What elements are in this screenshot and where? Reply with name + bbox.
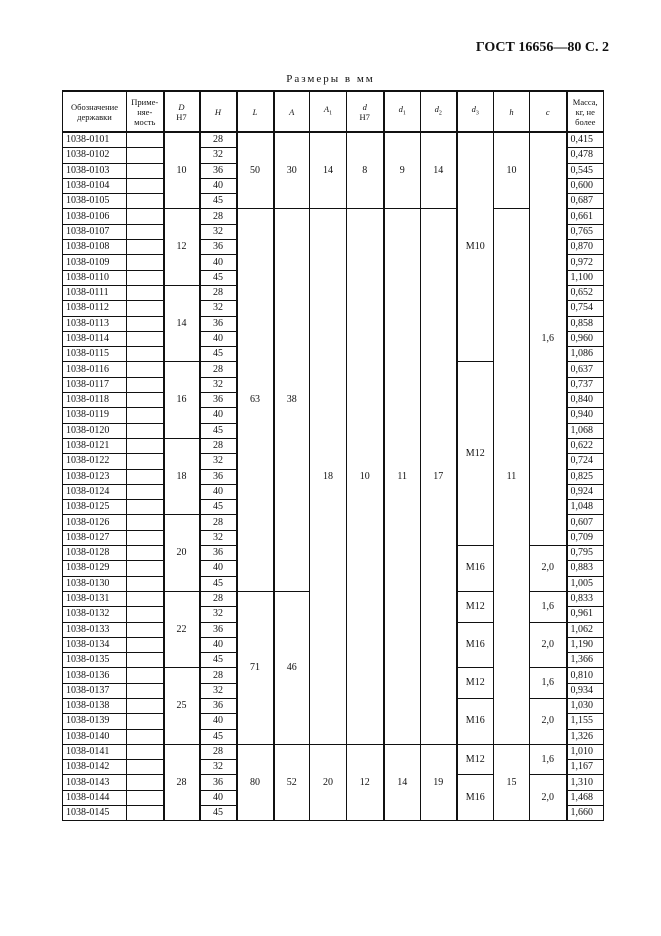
cell-usage xyxy=(127,408,164,423)
header-c xyxy=(530,91,567,132)
header-H-label: H xyxy=(214,106,222,117)
cell-usage xyxy=(127,653,164,668)
cell-usage xyxy=(127,760,164,775)
header-h xyxy=(494,91,530,132)
cell-mass: 0,934 xyxy=(567,683,604,698)
cell-d3: M12 xyxy=(457,668,494,699)
cell-h: 32 xyxy=(200,377,237,392)
cell-h: 36 xyxy=(200,240,237,255)
cell-code: 1038-0105 xyxy=(63,194,127,209)
header-d1-sub: 1 xyxy=(402,110,406,117)
cell-mass: 0,661 xyxy=(567,209,604,224)
cell-mass: 0,709 xyxy=(567,530,604,545)
cell-h: 28 xyxy=(200,438,237,453)
cell-code: 1038-0108 xyxy=(63,240,127,255)
cell-code: 1038-0117 xyxy=(63,377,127,392)
cell-mass: 0,724 xyxy=(567,454,604,469)
cell-d: 25 xyxy=(164,668,200,744)
header-A1-label: A xyxy=(323,104,330,115)
cell-code: 1038-0101 xyxy=(63,132,127,148)
cell-h: 32 xyxy=(200,683,237,698)
cell-mass: 1,030 xyxy=(567,698,604,713)
cell-h: 36 xyxy=(200,469,237,484)
cell-code: 1038-0124 xyxy=(63,484,127,499)
cell-code: 1038-0134 xyxy=(63,637,127,652)
cell-mass: 1,310 xyxy=(567,775,604,790)
cell-d3: M16 xyxy=(457,546,494,592)
cell-usage xyxy=(127,744,164,759)
cell-usage xyxy=(127,347,164,362)
cell-usage xyxy=(127,331,164,346)
cell-d3: M16 xyxy=(457,622,494,668)
header-L-label: L xyxy=(252,106,258,117)
cell-usage xyxy=(127,301,164,316)
cell-usage xyxy=(127,316,164,331)
cell-h: 36 xyxy=(200,546,237,561)
cell-code: 1038-0120 xyxy=(63,423,127,438)
cell-h: 40 xyxy=(200,255,237,270)
header-d2 xyxy=(421,91,457,132)
cell-h: 32 xyxy=(200,224,237,239)
header-d-tolerance: H7 xyxy=(359,111,370,122)
cell-h: 45 xyxy=(200,729,237,744)
cell-h: 45 xyxy=(200,194,237,209)
cell-mass: 0,415 xyxy=(567,132,604,148)
cell-mass: 1,366 xyxy=(567,653,604,668)
cell-usage xyxy=(127,683,164,698)
cell-code: 1038-0136 xyxy=(63,668,127,683)
header-D-tolerance: H7 xyxy=(176,111,187,122)
cell-code: 1038-0137 xyxy=(63,683,127,698)
cell-h: 28 xyxy=(200,744,237,759)
cell-d2: 17 xyxy=(421,209,457,744)
cell-l: 80 xyxy=(237,744,274,820)
cell-h: 11 xyxy=(494,209,530,744)
cell-usage xyxy=(127,576,164,591)
cell-mass: 0,478 xyxy=(567,148,604,163)
cell-h: 36 xyxy=(200,316,237,331)
cell-code: 1038-0143 xyxy=(63,775,127,790)
cell-code: 1038-0103 xyxy=(63,163,127,178)
cell-mass: 1,086 xyxy=(567,347,604,362)
cell-mass: 0,795 xyxy=(567,546,604,561)
cell-mass: 0,622 xyxy=(567,438,604,453)
header-usage: Приме-няе-мость xyxy=(127,91,164,132)
cell-usage xyxy=(127,729,164,744)
cell-mass: 1,068 xyxy=(567,423,604,438)
cell-code: 1038-0106 xyxy=(63,209,127,224)
cell-mass: 0,754 xyxy=(567,301,604,316)
cell-usage xyxy=(127,484,164,499)
cell-a1: 14 xyxy=(310,132,347,209)
cell-a: 30 xyxy=(274,132,310,209)
cell-h: 32 xyxy=(200,148,237,163)
cell-usage xyxy=(127,469,164,484)
cell-a: 52 xyxy=(274,744,310,820)
cell-code: 1038-0140 xyxy=(63,729,127,744)
cell-d: 18 xyxy=(164,438,200,514)
cell-h: 32 xyxy=(200,760,237,775)
cell-usage xyxy=(127,438,164,453)
cell-code: 1038-0116 xyxy=(63,362,127,377)
header-d-label: d xyxy=(362,101,367,112)
cell-h: 36 xyxy=(200,163,237,178)
cell-h: 15 xyxy=(494,744,530,820)
cell-usage xyxy=(127,790,164,805)
cell-mass: 0,960 xyxy=(567,331,604,346)
header-A1-sub: 1 xyxy=(329,110,333,117)
dimensions-table xyxy=(62,90,604,821)
cell-code: 1038-0109 xyxy=(63,255,127,270)
cell-d3: M16 xyxy=(457,698,494,744)
cell-h: 32 xyxy=(200,301,237,316)
cell-mass: 0,961 xyxy=(567,607,604,622)
cell-h: 28 xyxy=(200,132,237,148)
cell-a1: 20 xyxy=(310,744,347,820)
cell-usage xyxy=(127,806,164,821)
cell-mass: 0,940 xyxy=(567,408,604,423)
cell-usage xyxy=(127,775,164,790)
cell-usage xyxy=(127,393,164,408)
cell-usage xyxy=(127,714,164,729)
cell-mass: 1,010 xyxy=(567,744,604,759)
cell-mass: 1,048 xyxy=(567,500,604,515)
cell-h: 40 xyxy=(200,790,237,805)
cell-h: 40 xyxy=(200,331,237,346)
cell-mass: 1,468 xyxy=(567,790,604,805)
header-d2-label: d xyxy=(434,104,439,115)
cell-c: 2,0 xyxy=(530,775,567,821)
cell-code: 1038-0122 xyxy=(63,454,127,469)
cell-h: 45 xyxy=(200,500,237,515)
cell-usage xyxy=(127,561,164,576)
cell-mass: 0,833 xyxy=(567,591,604,606)
header-d3 xyxy=(457,91,494,132)
cell-d: 8 xyxy=(347,132,384,209)
cell-mass: 0,737 xyxy=(567,377,604,392)
cell-h: 36 xyxy=(200,393,237,408)
cell-code: 1038-0132 xyxy=(63,607,127,622)
cell-h: 10 xyxy=(494,132,530,209)
cell-code: 1038-0138 xyxy=(63,698,127,713)
cell-h: 28 xyxy=(200,209,237,224)
cell-mass: 0,687 xyxy=(567,194,604,209)
header-d2-sub: 2 xyxy=(438,110,442,117)
cell-h: 36 xyxy=(200,775,237,790)
header-mass: Масса, кг, не более xyxy=(567,91,604,132)
cell-usage xyxy=(127,546,164,561)
header-d3-sub: 3 xyxy=(475,110,479,117)
cell-mass: 0,840 xyxy=(567,393,604,408)
cell-l: 71 xyxy=(237,591,274,744)
cell-h: 28 xyxy=(200,591,237,606)
table-row xyxy=(63,744,604,759)
cell-code: 1038-0135 xyxy=(63,653,127,668)
cell-code: 1038-0126 xyxy=(63,515,127,530)
header-H xyxy=(200,91,237,132)
cell-c: 1,6 xyxy=(530,591,567,622)
cell-d3: M12 xyxy=(457,591,494,622)
cell-code: 1038-0142 xyxy=(63,760,127,775)
cell-mass: 0,870 xyxy=(567,240,604,255)
cell-usage xyxy=(127,285,164,300)
cell-d: 12 xyxy=(347,744,384,820)
cell-h: 40 xyxy=(200,637,237,652)
cell-d: 10 xyxy=(164,132,200,209)
cell-mass: 1,190 xyxy=(567,637,604,652)
cell-h: 40 xyxy=(200,408,237,423)
cell-d2: 19 xyxy=(421,744,457,820)
header-A1 xyxy=(310,91,347,132)
header-d3-label: d xyxy=(471,104,476,115)
cell-mass: 1,660 xyxy=(567,806,604,821)
cell-usage xyxy=(127,270,164,285)
cell-mass: 1,155 xyxy=(567,714,604,729)
cell-usage xyxy=(127,607,164,622)
cell-d: 16 xyxy=(164,362,200,438)
cell-usage xyxy=(127,377,164,392)
cell-d: 20 xyxy=(164,515,200,591)
cell-usage xyxy=(127,698,164,713)
cell-d1: 11 xyxy=(384,209,421,744)
header-A-label: A xyxy=(289,106,295,117)
cell-d: 14 xyxy=(164,285,200,361)
cell-mass: 0,652 xyxy=(567,285,604,300)
cell-d: 10 xyxy=(347,209,384,744)
cell-c: 1,6 xyxy=(530,668,567,699)
cell-d1: 9 xyxy=(384,132,421,209)
cell-mass: 0,972 xyxy=(567,255,604,270)
cell-c: 1,6 xyxy=(530,744,567,775)
cell-code: 1038-0127 xyxy=(63,530,127,545)
cell-code: 1038-0131 xyxy=(63,591,127,606)
cell-usage xyxy=(127,255,164,270)
cell-h: 45 xyxy=(200,347,237,362)
cell-code: 1038-0133 xyxy=(63,622,127,637)
cell-usage xyxy=(127,668,164,683)
cell-mass: 1,062 xyxy=(567,622,604,637)
cell-h: 28 xyxy=(200,362,237,377)
header-h-label: h xyxy=(509,106,514,117)
header-c-label: c xyxy=(545,106,550,117)
header-d xyxy=(347,91,384,132)
cell-h: 45 xyxy=(200,653,237,668)
cell-code: 1038-0129 xyxy=(63,561,127,576)
header-D xyxy=(164,91,200,132)
cell-mass: 0,600 xyxy=(567,178,604,193)
cell-h: 45 xyxy=(200,270,237,285)
cell-usage xyxy=(127,515,164,530)
cell-usage xyxy=(127,530,164,545)
cell-mass: 0,924 xyxy=(567,484,604,499)
cell-usage xyxy=(127,178,164,193)
cell-mass: 0,765 xyxy=(567,224,604,239)
cell-code: 1038-0118 xyxy=(63,393,127,408)
header-d1 xyxy=(384,91,421,132)
cell-code: 1038-0145 xyxy=(63,806,127,821)
cell-mass: 0,883 xyxy=(567,561,604,576)
cell-code: 1038-0144 xyxy=(63,790,127,805)
cell-h: 40 xyxy=(200,484,237,499)
cell-c: 2,0 xyxy=(530,546,567,592)
cell-h: 28 xyxy=(200,515,237,530)
cell-code: 1038-0130 xyxy=(63,576,127,591)
cell-d3: M10 xyxy=(457,132,494,362)
cell-mass: 0,607 xyxy=(567,515,604,530)
document-code: ГОСТ 16656—80 С. 2 xyxy=(475,40,609,55)
cell-h: 45 xyxy=(200,806,237,821)
cell-usage xyxy=(127,240,164,255)
header-row xyxy=(63,91,604,132)
cell-h: 45 xyxy=(200,423,237,438)
cell-usage xyxy=(127,454,164,469)
cell-h: 45 xyxy=(200,576,237,591)
cell-h: 28 xyxy=(200,668,237,683)
cell-h: 32 xyxy=(200,607,237,622)
cell-h: 32 xyxy=(200,530,237,545)
table-caption: Размеры в мм xyxy=(286,73,375,85)
cell-code: 1038-0110 xyxy=(63,270,127,285)
cell-h: 36 xyxy=(200,622,237,637)
cell-c: 2,0 xyxy=(530,622,567,668)
cell-d2: 14 xyxy=(421,132,457,209)
header-A xyxy=(274,91,310,132)
cell-code: 1038-0102 xyxy=(63,148,127,163)
cell-d3: M16 xyxy=(457,775,494,821)
table-row xyxy=(63,209,604,224)
cell-d1: 14 xyxy=(384,744,421,820)
cell-d: 22 xyxy=(164,591,200,667)
cell-code: 1038-0128 xyxy=(63,546,127,561)
cell-code: 1038-0114 xyxy=(63,331,127,346)
cell-usage xyxy=(127,622,164,637)
header-L xyxy=(237,91,274,132)
cell-usage xyxy=(127,148,164,163)
cell-code: 1038-0113 xyxy=(63,316,127,331)
cell-l: 63 xyxy=(237,209,274,591)
header-D-label: D xyxy=(178,101,185,112)
cell-mass: 1,005 xyxy=(567,576,604,591)
cell-usage xyxy=(127,132,164,148)
cell-h: 36 xyxy=(200,698,237,713)
cell-code: 1038-0123 xyxy=(63,469,127,484)
cell-mass: 1,100 xyxy=(567,270,604,285)
cell-h: 28 xyxy=(200,285,237,300)
cell-h: 40 xyxy=(200,714,237,729)
header-d1-label: d xyxy=(398,104,403,115)
cell-d3: M12 xyxy=(457,362,494,546)
table-row xyxy=(63,132,604,148)
cell-h: 40 xyxy=(200,178,237,193)
cell-usage xyxy=(127,500,164,515)
cell-usage xyxy=(127,637,164,652)
cell-a1: 18 xyxy=(310,209,347,744)
cell-code: 1038-0121 xyxy=(63,438,127,453)
cell-mass: 0,637 xyxy=(567,362,604,377)
cell-a: 46 xyxy=(274,591,310,744)
header-code: Обозначение державки xyxy=(63,91,127,132)
cell-mass: 0,810 xyxy=(567,668,604,683)
cell-d3: M12 xyxy=(457,744,494,775)
table-body xyxy=(63,132,604,821)
cell-d: 12 xyxy=(164,209,200,285)
cell-code: 1038-0115 xyxy=(63,347,127,362)
cell-c: 1,6 xyxy=(530,132,567,546)
cell-code: 1038-0141 xyxy=(63,744,127,759)
cell-code: 1038-0119 xyxy=(63,408,127,423)
cell-usage xyxy=(127,591,164,606)
cell-usage xyxy=(127,194,164,209)
cell-mass: 0,858 xyxy=(567,316,604,331)
cell-h: 40 xyxy=(200,561,237,576)
cell-mass: 0,825 xyxy=(567,469,604,484)
cell-usage xyxy=(127,362,164,377)
cell-a: 38 xyxy=(274,209,310,591)
cell-mass: 0,545 xyxy=(567,163,604,178)
cell-code: 1038-0104 xyxy=(63,178,127,193)
cell-c: 2,0 xyxy=(530,698,567,744)
cell-code: 1038-0139 xyxy=(63,714,127,729)
cell-code: 1038-0112 xyxy=(63,301,127,316)
cell-mass: 1,167 xyxy=(567,760,604,775)
cell-mass: 1,326 xyxy=(567,729,604,744)
cell-usage xyxy=(127,423,164,438)
cell-code: 1038-0125 xyxy=(63,500,127,515)
cell-code: 1038-0107 xyxy=(63,224,127,239)
cell-usage xyxy=(127,209,164,224)
cell-code: 1038-0111 xyxy=(63,285,127,300)
cell-usage xyxy=(127,163,164,178)
cell-h: 32 xyxy=(200,454,237,469)
cell-d: 28 xyxy=(164,744,200,820)
cell-usage xyxy=(127,224,164,239)
cell-l: 50 xyxy=(237,132,274,209)
